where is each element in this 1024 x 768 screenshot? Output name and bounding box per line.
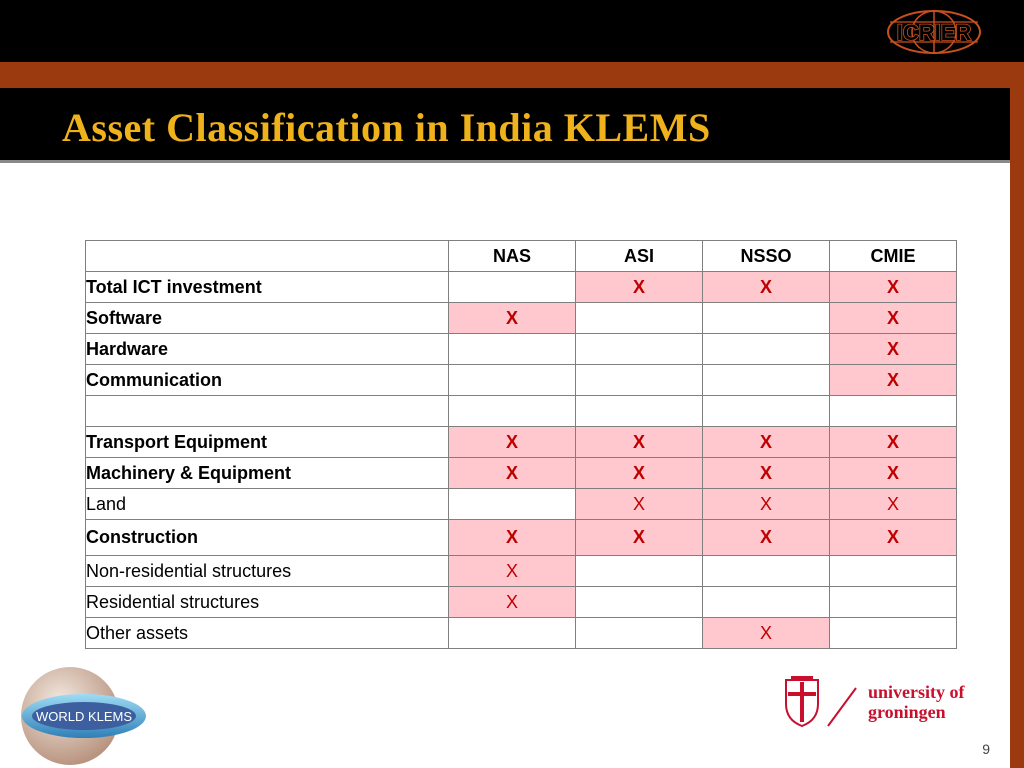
slide-title: Asset Classification in India KLEMS bbox=[62, 105, 711, 150]
mark: X bbox=[505, 431, 518, 452]
table-row bbox=[86, 458, 957, 489]
table-row bbox=[86, 587, 957, 618]
mark: X bbox=[759, 527, 772, 547]
table-cell bbox=[576, 587, 703, 618]
table-cell bbox=[703, 556, 830, 587]
table-cell bbox=[703, 427, 830, 458]
mark: X bbox=[886, 462, 899, 483]
mark: X bbox=[759, 462, 772, 483]
table-cell bbox=[830, 365, 957, 396]
table-row bbox=[86, 365, 957, 396]
table-cell bbox=[703, 489, 830, 520]
table-cell bbox=[830, 458, 957, 489]
row-label bbox=[86, 396, 449, 427]
table-cell bbox=[703, 334, 830, 365]
mark: X bbox=[505, 527, 518, 547]
table-cell bbox=[576, 618, 703, 649]
mark: X bbox=[886, 276, 899, 297]
table-cell bbox=[703, 365, 830, 396]
mark: X bbox=[632, 276, 645, 297]
mark: X bbox=[505, 560, 518, 581]
table-cell bbox=[449, 458, 576, 489]
table-cell bbox=[830, 427, 957, 458]
top-header-bar bbox=[0, 0, 1024, 62]
mark: X bbox=[632, 493, 645, 514]
icrier-logo-text: ICRIER bbox=[896, 20, 972, 45]
mark: X bbox=[886, 307, 899, 328]
table-row bbox=[86, 272, 957, 303]
row-label: Software bbox=[86, 303, 449, 334]
icrier-logo bbox=[884, 8, 984, 56]
table-cell bbox=[830, 489, 957, 520]
table-row bbox=[86, 427, 957, 458]
mark: X bbox=[505, 307, 518, 328]
row-label: Construction bbox=[86, 520, 449, 556]
world-klems-logo bbox=[8, 666, 148, 766]
table-cell bbox=[449, 272, 576, 303]
column-header: CMIE bbox=[830, 241, 957, 272]
row-label: Non-residential structures bbox=[86, 556, 449, 587]
table-cell bbox=[449, 587, 576, 618]
world-klems-logo-text: WORLD KLEMS bbox=[35, 709, 133, 724]
row-label: Transport Equipment bbox=[86, 427, 449, 458]
table-cell bbox=[703, 520, 830, 556]
table-cell bbox=[576, 489, 703, 520]
table-row bbox=[86, 618, 957, 649]
table-row bbox=[86, 520, 957, 556]
table-cell bbox=[830, 618, 957, 649]
table-row bbox=[86, 489, 957, 520]
table-header-row bbox=[86, 241, 957, 272]
asset-classification-table bbox=[85, 240, 957, 649]
right-edge-stripe bbox=[1010, 88, 1024, 768]
table-cell bbox=[449, 618, 576, 649]
row-label: Land bbox=[86, 489, 449, 520]
table-row bbox=[86, 334, 957, 365]
row-label: Machinery & Equipment bbox=[86, 458, 449, 489]
table-cell bbox=[576, 303, 703, 334]
table-cell bbox=[703, 458, 830, 489]
title-divider bbox=[0, 160, 1010, 163]
table-cell bbox=[576, 272, 703, 303]
row-label: Residential structures bbox=[86, 587, 449, 618]
table-cell bbox=[449, 396, 576, 427]
mark: X bbox=[759, 276, 772, 297]
table-cell bbox=[830, 272, 957, 303]
row-label: Communication bbox=[86, 365, 449, 396]
table-cell bbox=[830, 334, 957, 365]
table-row bbox=[86, 556, 957, 587]
mark: X bbox=[759, 493, 772, 514]
table-cell bbox=[703, 396, 830, 427]
table-cell bbox=[830, 587, 957, 618]
table-cell bbox=[576, 427, 703, 458]
mark: X bbox=[886, 338, 899, 359]
table-cell bbox=[449, 556, 576, 587]
mark: X bbox=[505, 591, 518, 612]
table-cell bbox=[576, 396, 703, 427]
table-cell bbox=[830, 303, 957, 334]
table-cell bbox=[830, 556, 957, 587]
mark: X bbox=[632, 431, 645, 452]
table-cell bbox=[449, 520, 576, 556]
page-number: 9 bbox=[982, 741, 990, 757]
table-cell bbox=[703, 618, 830, 649]
table-cell bbox=[830, 520, 957, 556]
mark: X bbox=[886, 369, 899, 390]
mark: X bbox=[632, 527, 645, 547]
table-cell bbox=[576, 556, 703, 587]
row-label: Hardware bbox=[86, 334, 449, 365]
table-cell bbox=[830, 396, 957, 427]
table-row bbox=[86, 396, 957, 427]
table-cell bbox=[449, 303, 576, 334]
mark: X bbox=[886, 493, 899, 514]
mark: X bbox=[505, 462, 518, 483]
mark: X bbox=[759, 622, 772, 643]
mark: X bbox=[886, 431, 899, 452]
table-cell bbox=[576, 458, 703, 489]
row-label: Total ICT investment bbox=[86, 272, 449, 303]
table-cell bbox=[449, 427, 576, 458]
column-header bbox=[86, 241, 449, 272]
table-cell bbox=[576, 520, 703, 556]
mark: X bbox=[759, 431, 772, 452]
table-row bbox=[86, 303, 957, 334]
row-label: Other assets bbox=[86, 618, 449, 649]
university-line1: university of bbox=[868, 682, 965, 702]
column-header: NAS bbox=[449, 241, 576, 272]
table-cell bbox=[576, 365, 703, 396]
university-line2: groningen bbox=[868, 702, 946, 722]
column-header: ASI bbox=[576, 241, 703, 272]
table-cell bbox=[449, 334, 576, 365]
table-cell bbox=[703, 587, 830, 618]
mark: X bbox=[632, 462, 645, 483]
table-cell bbox=[576, 334, 703, 365]
university-of-groningen-logo bbox=[782, 674, 982, 730]
table-cell bbox=[703, 303, 830, 334]
table-cell bbox=[449, 365, 576, 396]
table-cell bbox=[703, 272, 830, 303]
accent-band bbox=[0, 62, 1024, 88]
mark: X bbox=[886, 527, 899, 547]
column-header: NSSO bbox=[703, 241, 830, 272]
table-cell bbox=[449, 489, 576, 520]
